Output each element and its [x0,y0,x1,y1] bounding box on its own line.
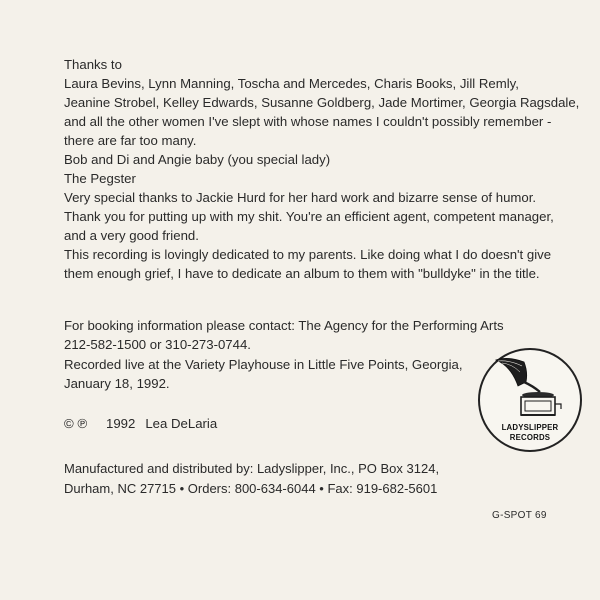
manufacturer-info [64,459,584,499]
copyright-year: 1992 [106,416,136,431]
thanks-section [64,55,584,283]
catalog-number: G-SPOT 69 [492,510,547,521]
recording-date-line: January 18, 1992. [64,376,170,391]
copyright-symbols: © ℗ [64,416,88,431]
ladyslipper-records-logo [478,348,582,452]
logo-label-line2: RECORDS [509,433,551,442]
thanks-line: there are far too many. [64,133,197,148]
thanks-line: The Pegster [64,171,136,186]
copyright-holder: Lea DeLaria [145,416,218,431]
thanks-line: Laura Bevins, Lynn Manning, Toscha and Mercedes, Charis Books, Jill Remly, [64,76,519,91]
booking-line: For booking information please contact: The Agency for the Performing Arts [64,318,504,333]
thanks-line: Thanks to [64,57,122,72]
manufacturer-contact-line: Durham, NC 27715 • Orders: 800-634-6044 • Fax: 919-682-5601 [64,481,438,496]
thanks-line: Bob and Di and Angie baby (you special lady) [64,152,331,167]
thanks-line: and a very good friend. [64,228,199,243]
dedication-line: them enough grief, I have to dedicate an album to them with "bulldyke" in the title. [64,266,540,281]
booking-phone-line: 212-582-1500 or 310-273-0744. [64,337,251,352]
dedication-line: This recording is lovingly dedicated to my parents. Like doing what I do doesn't give [64,247,552,262]
thanks-line: and all the other women I've slept with whose names I couldn't possibly remember - [64,114,552,129]
recording-location-line: Recorded live at the Variety Playhouse in Little Five Points, Georgia, [64,357,463,372]
logo-label-line1: LADYSLIPPER [501,423,559,432]
manufacturer-address-line: Manufactured and distributed by: Ladyslipper, Inc., PO Box 3124, [64,461,440,476]
thanks-line: Jeanine Strobel, Kelley Edwards, Susanne Goldberg, Jade Mortimer, Georgia Ragsdale, [64,95,580,110]
thanks-line: Thank you for putting up with my shit. You're an efficient agent, competent manager, [64,209,554,224]
thanks-line: Very special thanks to Jackie Hurd for her hard work and bizarre sense of humor. [64,190,537,205]
